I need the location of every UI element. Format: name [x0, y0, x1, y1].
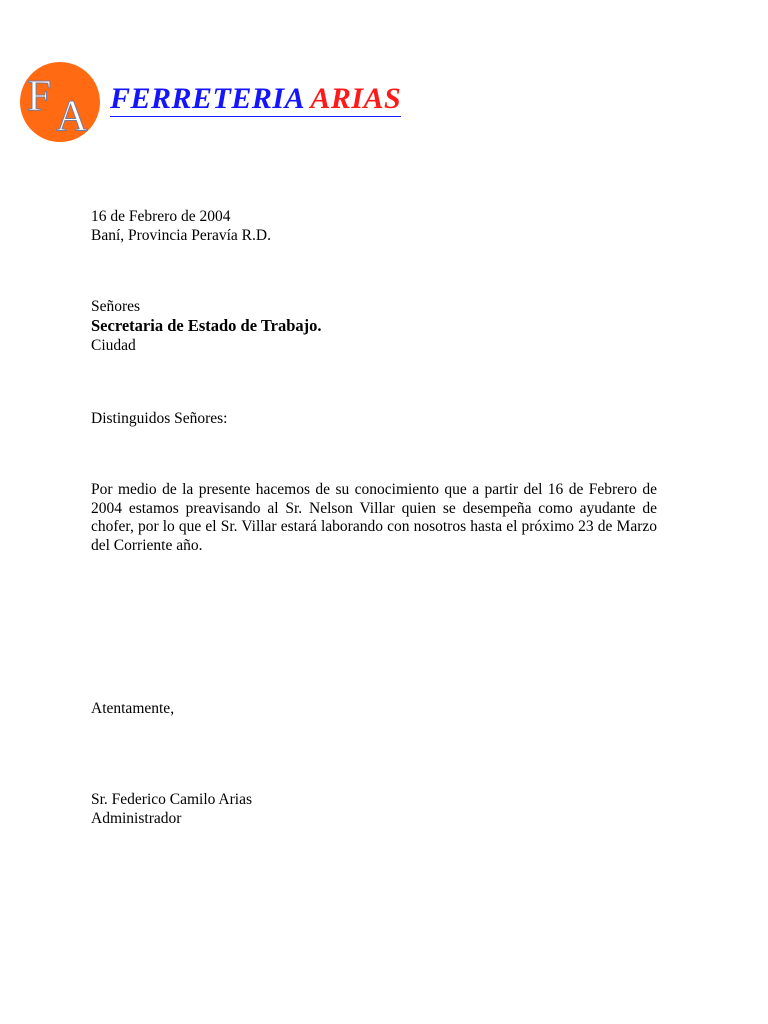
letter-body: Por medio de la presente hacemos de su conocimiento que a partir del 16 de Febrero de 2004 estamos preavisando al Sr. Nelson Villar quien se desempeña como ayudante de chofer, por lo que el Sr. Villar estará laborando con nosotros hasta el próximo 23 de Marzo del Corriente año. — [91, 481, 657, 554]
salutation — [91, 409, 228, 428]
logo-letter-a: A — [56, 91, 88, 140]
fa-logo-icon — [18, 60, 102, 142]
recipient-greeting: Señores — [91, 298, 141, 315]
closing — [91, 699, 174, 718]
signer-name: Sr. Federico Camilo Arias — [91, 791, 253, 808]
signer-title: Administrador — [91, 810, 182, 827]
company-name-second: ARIAS — [310, 82, 402, 115]
recipient-city: Ciudad — [91, 337, 136, 354]
company-name-first: FERRETERIA — [110, 82, 304, 115]
company-logo — [18, 60, 102, 142]
logo-letter-f: F — [27, 71, 52, 120]
company-name — [110, 84, 401, 117]
signature-block — [91, 790, 252, 828]
letter-location: Baní, Provincia Peravía R.D. — [91, 227, 271, 244]
salutation-text: Distinguidos Señores: — [91, 410, 228, 427]
date-location-block — [91, 207, 271, 245]
closing-text: Atentamente, — [91, 700, 175, 717]
recipient-block — [91, 297, 322, 355]
letter-date: 16 de Febrero de 2004 — [91, 208, 231, 225]
recipient-organization: Secretaria de Estado de Trabajo. — [91, 316, 322, 335]
